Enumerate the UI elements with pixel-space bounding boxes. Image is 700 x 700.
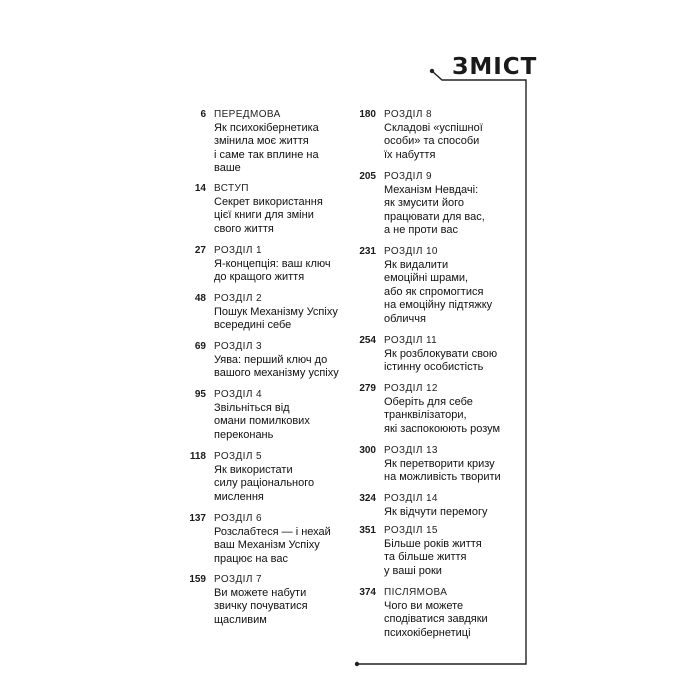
toc-chapter-title-line: на емоційну підтяжку [384,299,493,311]
toc-chapter-title-line: на можливість творити [384,471,501,483]
toc-entry [180,108,319,176]
toc-entry [350,586,488,640]
toc-chapter-title-line: як змусити його [384,197,464,209]
toc-chapter-title-line: Розслабтеся — і нехай [214,525,331,538]
toc-chapter-title-line: Я-концепція: ваш ключ [214,257,331,270]
toc-entry [350,108,483,162]
page-title: ЗМІСТ [452,54,538,80]
toc-chapter-title-line: мислення [214,490,264,503]
toc-chapter-title-line: Як перетворити кризу [384,457,495,470]
toc-chapter-title-line: у ваші роки [384,564,442,577]
toc-chapter-title-line: і саме так вплине на [214,148,319,161]
toc-chapter-title-line: Звільніться від [214,401,290,414]
toc-chapter-title-line: обличчя [384,312,426,325]
toc-entry [180,512,331,566]
toc-chapter-heading: РОЗДІЛ 6 [214,513,262,524]
toc-chapter-title-line: силу раціонального [214,477,315,489]
toc-page-number: 6 [200,109,206,120]
toc-page-number: 205 [359,171,376,182]
toc-chapter-title-line: ваше [214,162,241,174]
toc-chapter-title-line: цієї книги для зміни [214,209,314,221]
toc-page-number: 180 [359,109,376,120]
toc-chapter-title-line: або як спромогтися [384,285,484,298]
toc-chapter-title-line: емоційні шрами, [384,272,469,284]
toc-chapter-heading: РОЗДІЛ 13 [384,445,438,456]
toc-entry [350,170,485,238]
toc-chapter-title-line: Як використати [214,463,293,476]
toc-chapter-heading: РОЗДІЛ 9 [384,171,432,182]
toc-chapter-title-line: Як відчути перемогу [384,505,488,518]
toc-page-number: 254 [359,335,376,346]
toc-chapter-title-line: їх набуття [384,148,436,161]
toc-chapter-title-line: особи» та способи [384,135,480,147]
toc-page-number: 137 [189,513,206,524]
toc-chapter-heading: ВСТУП [214,183,249,194]
toc-page-number: 27 [194,245,206,256]
toc-chapter-heading: РОЗДІЛ 15 [384,525,438,536]
toc-chapter-heading: РОЗДІЛ 1 [214,245,262,256]
toc-entry [350,444,501,485]
toc-page-number: 14 [194,183,206,194]
toc-page-number: 231 [359,246,376,257]
toc-page-number: 324 [359,493,376,504]
toc-page-number: 279 [359,383,376,394]
toc-page-number: 95 [194,389,206,400]
toc-entry [180,340,339,381]
toc-chapter-title-line: Механізм Невдачі: [384,183,479,196]
toc-chapter-title-line: Оберіть для себе [384,395,473,408]
toc-chapter-title-line: всередині себе [214,319,292,331]
toc-entry [180,573,308,627]
toc-page-number: 300 [359,445,376,456]
toc-chapter-heading: ПІСЛЯМОВА [384,587,448,598]
toc-chapter-title-line: та більше життя [384,551,467,563]
toc-entry [350,245,492,326]
toc-chapter-title-line: ваш Механізм Успіху [214,539,320,551]
toc-chapter-title-line: Ви можете набути [214,586,307,599]
toc-chapter-title-line: транквілізатори, [384,409,467,421]
toc-chapter-heading: РОЗДІЛ 8 [384,109,432,120]
toc-chapter-heading: РОЗДІЛ 4 [214,389,262,400]
toc-chapter-title-line: до кращого життя [214,271,305,283]
toc-chapter-title-line: працює на вас [214,552,288,565]
toc-chapter-heading: РОЗДІЛ 12 [384,383,438,394]
toc-chapter-heading: РОЗДІЛ 5 [214,451,262,462]
toc-chapter-title-line: Уява: перший ключ до [214,353,328,366]
toc-page-number: 48 [194,293,206,304]
toc-entry [180,450,314,504]
toc-entry [180,388,310,442]
toc-chapter-title-line: звичку почуватися [214,600,308,612]
toc-chapter-title-line: Пошук Механізму Успіху [214,305,338,318]
toc-chapter-title-line: Як видалити [384,258,449,271]
toc-chapter-title-line: Більше років життя [384,537,482,550]
toc-chapter-heading: ПЕРЕДМОВА [214,109,281,120]
toc-chapter-title-line: вашого механізму успіху [214,367,339,379]
toc-entry [180,292,338,333]
toc-chapter-heading: РОЗДІЛ 11 [384,335,438,346]
toc-page-number: 69 [194,341,206,352]
toc-entry [350,524,482,578]
toc-page-number: 118 [189,451,206,462]
toc-chapter-heading: РОЗДІЛ 2 [214,293,262,304]
toc-chapter-title-line: працювати для вас, [384,210,485,223]
toc-page-number: 351 [359,525,376,536]
toc-chapter-title-line: Секрет використання [214,195,323,208]
toc-chapter-title-line: Складові «успішної [384,121,483,134]
toc-chapter-title-line: Як розблокувати свою [384,347,498,360]
toc-chapter-title-line: Чого ви можете [384,599,464,612]
toc-chapter-title-line: омани помилкових [214,415,310,427]
toc-chapter-heading: РОЗДІЛ 10 [384,246,438,257]
toc-chapter-title-line: істинну особистість [384,361,484,373]
toc-entry [350,492,488,519]
toc-entry [350,382,500,436]
toc-chapter-title-line: сподіватися завдяки [384,613,488,625]
toc-chapter-title-line: психокібернетиці [384,626,471,639]
toc-page-number: 159 [189,574,206,585]
toc-chapter-title-line: Як психокібернетика [214,121,319,134]
toc-page-number: 374 [359,587,376,598]
toc-chapter-heading: РОЗДІЛ 14 [384,493,438,504]
toc-chapter-title-line: переконань [214,428,274,441]
toc-entry [180,244,331,285]
toc-chapter-title-line: свого життя [214,222,274,235]
toc-chapter-heading: РОЗДІЛ 7 [214,574,262,585]
toc-chapter-heading: РОЗДІЛ 3 [214,341,262,352]
toc-entry [350,334,497,375]
toc-chapter-title-line: щасливим [214,613,267,626]
toc-entry [180,182,323,236]
toc-chapter-title-line: змінила моє життя [214,135,309,147]
toc-chapter-title-line: які заспокоюють розум [384,422,501,435]
toc-chapter-title-line: а не проти вас [384,224,458,236]
